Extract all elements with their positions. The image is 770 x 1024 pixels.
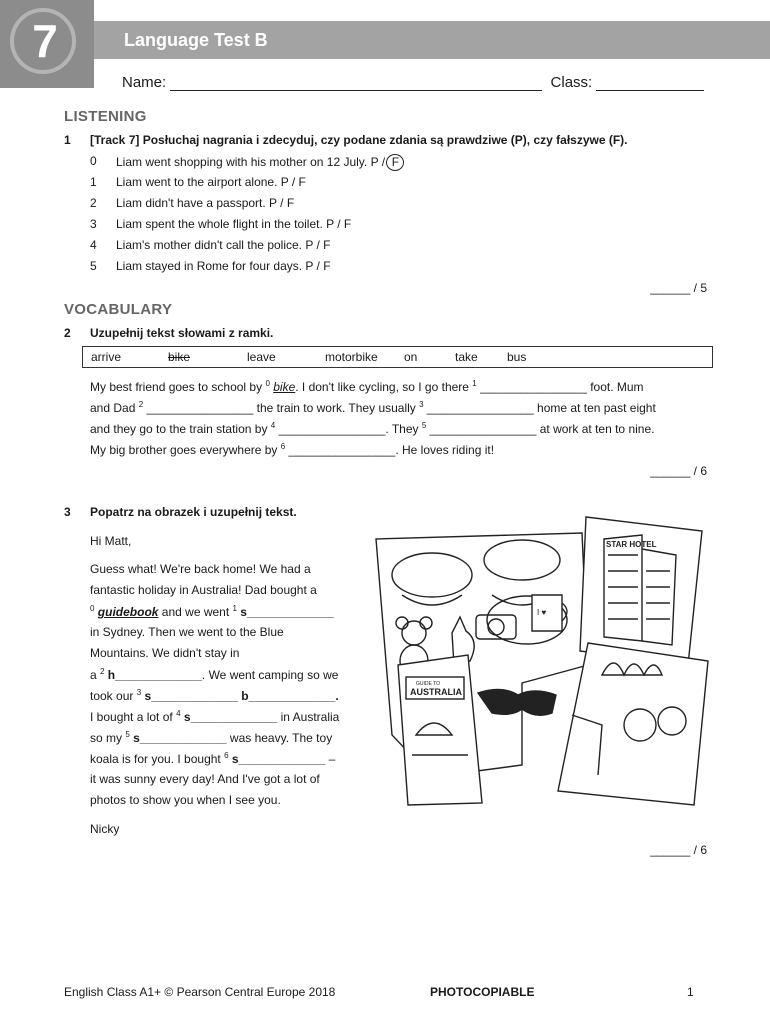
word-box-word: on — [404, 350, 418, 364]
word-box-word: leave — [247, 350, 276, 364]
task-3-number: 3 — [64, 505, 71, 519]
gap-blank[interactable]: ________________. They — [275, 422, 422, 436]
vocab-text-line-4 — [90, 442, 494, 457]
listening-heading: LISTENING — [64, 108, 147, 125]
gap-number: 1 — [472, 379, 477, 388]
gap-blank[interactable]: h_____________ — [104, 668, 202, 682]
item-text[interactable]: Liam stayed in Rome for four days. P / F — [116, 259, 331, 273]
name-label: Name: — [122, 74, 167, 91]
gap-blank[interactable]: s_____________ — [129, 731, 227, 745]
gap-blank[interactable]: ________________ foot. Mum — [476, 380, 644, 394]
unit-number: 7 — [32, 15, 58, 67]
vocabulary-heading: VOCABULARY — [64, 301, 173, 318]
circled-answer: F — [386, 154, 404, 171]
letter-line: fantastic holiday in Australia! Dad bought a — [90, 583, 317, 597]
text-run: and they go to the train station by — [90, 422, 271, 436]
gap-number: 3 — [419, 400, 424, 409]
word-box-word: bus — [507, 350, 527, 364]
text-run: was heavy. The toy — [226, 731, 333, 745]
vocab-text-line-3 — [90, 421, 654, 436]
example-answer: guidebook — [97, 605, 159, 619]
letter-line: photos to show you when I see you. — [90, 793, 281, 807]
task-2-number: 2 — [64, 326, 71, 340]
task-1-instruction: [Track 7] Posłuchaj nagrania i zdecyduj, czy podane zdania są prawdziwe (P), czy fałszywe (F). — [90, 133, 628, 147]
gap-blank[interactable]: s_____________ — [180, 710, 278, 724]
task-3-instruction: Popatrz na obrazek i uzupełnij tekst. — [90, 505, 297, 519]
item-number: 0 — [90, 154, 97, 168]
letter-line: Guess what! We're back home! We had a — [90, 562, 311, 576]
gap-number: 3 — [136, 688, 142, 697]
word-box-word: arrive — [91, 350, 122, 364]
title-bar — [94, 21, 770, 59]
text-run: My best friend goes to school by — [90, 380, 266, 394]
letter-line: it was sunny every day! And I've got a lot of — [90, 772, 320, 786]
letter-line: Mountains. We didn't stay in — [90, 646, 240, 660]
text-run: . We went camping so we — [201, 668, 339, 682]
gap-blank[interactable]: ________________ home at ten past eight — [423, 401, 656, 415]
mug-label: I ♥ — [537, 608, 547, 617]
text-run: I bought a lot of — [90, 710, 177, 724]
letter-line — [90, 751, 335, 766]
word-box-word: motorbike — [325, 350, 378, 364]
letter-line — [90, 709, 339, 724]
gap-blank[interactable]: s_____________ — [236, 605, 334, 619]
text-run: My big brother goes everywhere by — [90, 443, 281, 457]
gap-number: 0 — [265, 379, 270, 388]
item-number: 4 — [90, 238, 97, 252]
gap-blank[interactable]: s_____________ b_____________. — [141, 689, 339, 703]
gap-blank[interactable]: ________________. He loves riding it! — [285, 443, 495, 457]
letter-signoff: Nicky — [90, 822, 120, 836]
footer-copyright: English Class A1+ © Pearson Central Europe 2018 — [64, 985, 336, 999]
unit-badge — [0, 0, 94, 88]
text-run: – — [325, 752, 336, 766]
item-number: 1 — [90, 175, 97, 189]
example-answer: bike — [273, 380, 296, 394]
class-field[interactable] — [596, 76, 704, 91]
letter-line — [90, 688, 339, 703]
letter-line — [90, 667, 338, 682]
item-number: 5 — [90, 259, 97, 273]
gap-number: 2 — [138, 400, 144, 409]
text-run: . I don't like cycling, so I go there — [295, 380, 473, 394]
hotel-sign: STAR HOTEL — [606, 540, 657, 549]
gap-number: 6 — [280, 442, 286, 451]
name-field[interactable] — [170, 76, 542, 91]
item-text[interactable]: Liam spent the whole flight in the toilet. P / F — [116, 217, 352, 231]
letter-line — [90, 604, 334, 619]
text-run: took our — [90, 689, 137, 703]
vocabulary-score[interactable]: ______ / 6 — [650, 464, 707, 478]
gap-blank[interactable]: ________________ the train to work. They usually — [143, 401, 420, 415]
word-box-word: take — [455, 350, 478, 364]
vocab-text-line-2 — [90, 400, 656, 415]
word-box-word-used: bike — [168, 350, 191, 364]
gap-number: 2 — [100, 667, 105, 676]
text-run: so my — [90, 731, 126, 745]
text-run: koala is for you. I bought — [90, 752, 225, 766]
item-statement: Liam went shopping with his mother on 12 July. P / — [116, 155, 386, 169]
vocab-text-line-1 — [90, 379, 644, 394]
gap-number: 4 — [176, 709, 181, 718]
word-box — [82, 346, 713, 368]
holiday-illustration — [372, 515, 710, 807]
item-number: 2 — [90, 196, 97, 210]
item-number: 3 — [90, 217, 97, 231]
guidebook-small-label: GUIDE TO — [416, 681, 440, 687]
letter-greeting: Hi Matt, — [90, 534, 132, 548]
guidebook-title: AUSTRALIA — [410, 687, 462, 697]
item-text — [116, 154, 404, 171]
letter-line — [90, 730, 332, 745]
page-title: Language Test B — [124, 30, 268, 50]
gap-number: 1 — [232, 604, 237, 613]
gap-blank[interactable]: s_____________ — [228, 752, 326, 766]
class-label: Class: — [550, 74, 593, 91]
listening-score[interactable]: ______ / 5 — [650, 281, 707, 295]
gap-number: 6 — [224, 751, 229, 760]
text-run: and Dad — [90, 401, 139, 415]
gap-number: 0 — [90, 604, 95, 613]
gap-number: 4 — [270, 421, 276, 430]
task-2-instruction: Uzupełnij tekst słowami z ramki. — [90, 326, 274, 340]
task-3-score[interactable]: ______ / 6 — [650, 843, 707, 857]
footer-photocopiable: PHOTOCOPIABLE — [430, 985, 535, 999]
name-class-line — [122, 74, 704, 91]
gap-number: 5 — [125, 730, 130, 739]
letter-line: in Sydney. Then we went to the Blue — [90, 625, 284, 639]
gap-number: 5 — [421, 421, 427, 430]
item-text[interactable]: Liam went to the airport alone. P / F — [116, 175, 306, 189]
footer-page-number: 1 — [687, 985, 694, 999]
task-1-number: 1 — [64, 133, 71, 147]
text-run: and we went — [158, 605, 233, 619]
text-run: in Australia — [277, 710, 340, 724]
text-run: a — [90, 668, 101, 682]
gap-blank[interactable]: ________________ at work at ten to nine. — [426, 422, 655, 436]
item-text[interactable]: Liam's mother didn't call the police. P / F — [116, 238, 331, 252]
item-text[interactable]: Liam didn't have a passport. P / F — [116, 196, 295, 210]
